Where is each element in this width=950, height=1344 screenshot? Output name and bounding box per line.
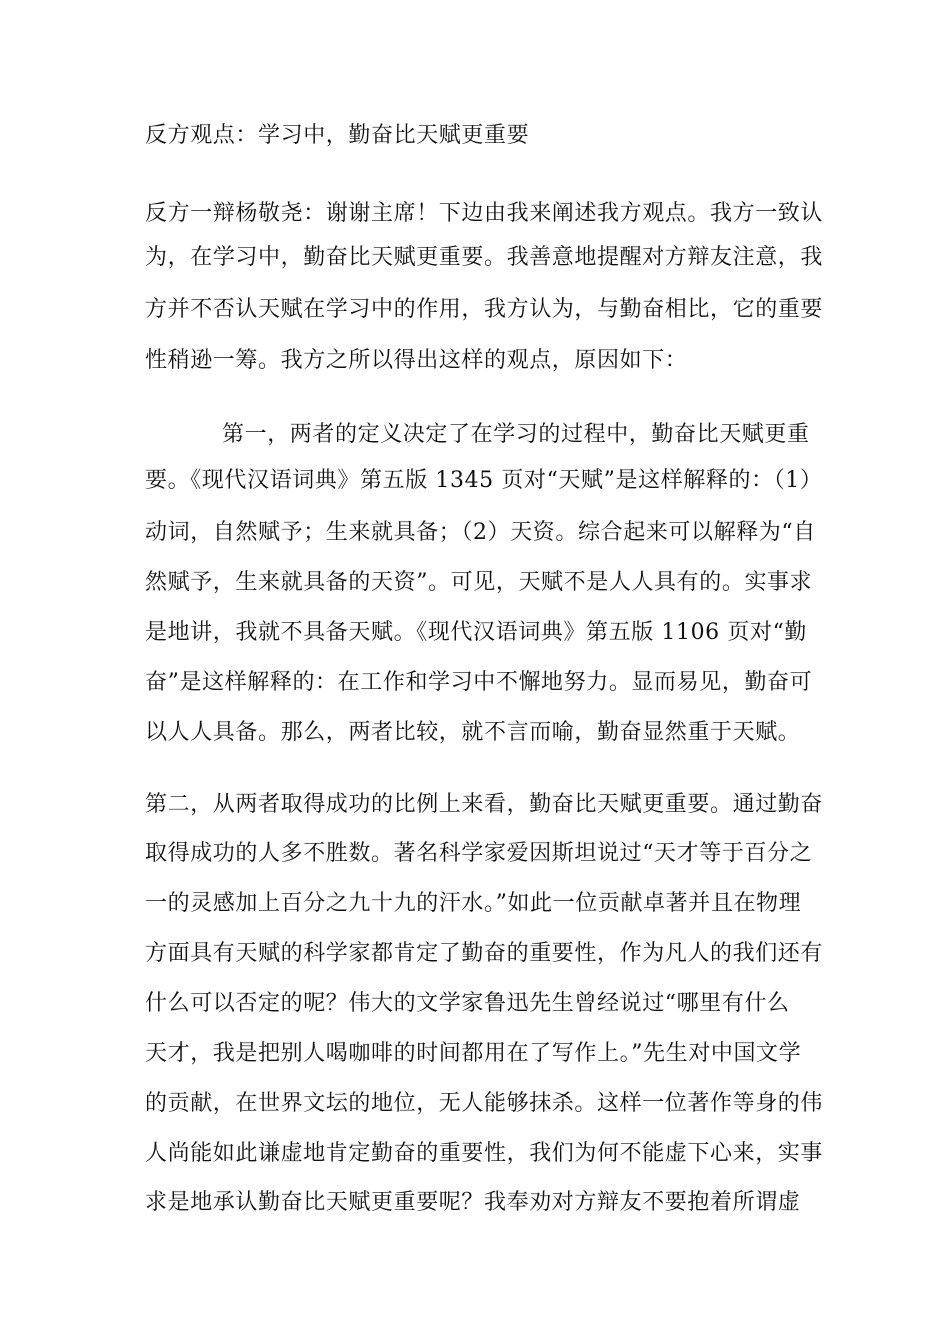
- paragraph-2-line-6: 奋”是这样解释的：在工作和学习中不懈地努力。显而易见，勤奋可: [145, 670, 813, 695]
- paragraph-3-line-5: 什么可以否定的呢？伟大的文学家鲁迅先生曾经说过“哪里有什么: [145, 991, 790, 1016]
- paragraph-3-line-6: 天才，我是把别人喝咖啡的时间都用在了写作上。”先生对中国文学: [145, 1041, 802, 1066]
- paragraph-3-line-8: 人尚能如此谦虚地肯定勤奋的重要性，我们为何不能虚下心来，实事: [145, 1141, 824, 1166]
- document-title: 反方观点：学习中，勤奋比天赋更重要: [145, 123, 530, 148]
- paragraph-1-line-3: 方并不否认天赋在学习中的作用，我方认为，与勤奋相比，它的重要: [145, 297, 824, 322]
- paragraph-3-line-9: 求是地承认勤奋比天赋更重要呢？我奉劝对方辩友不要抱着所谓虚: [145, 1190, 801, 1215]
- paragraph-2-line-3: 动词，自然赋予；生来就具备；（2）天资。综合起来可以解释为“自: [145, 520, 816, 545]
- paragraph-2-line-4: 然赋予，生来就具备的天资”。可见，天赋不是人人具有的。实事求: [145, 570, 813, 595]
- paragraph-1-line-1: 反方一辩杨敬尧：谢谢主席！下边由我来阐述我方观点。我方一致认: [145, 201, 824, 226]
- paragraph-2-line-5: 是地讲，我就不具备天赋。《现代汉语词典》第五版 1106 页对“勤: [145, 620, 808, 645]
- paragraph-3-line-1: 第二，从两者取得成功的比例上来看，勤奋比天赋更重要。通过勤奋: [145, 792, 824, 817]
- paragraph-3-line-3: 一的灵感加上百分之九十九的汗水。”如此一位贡献卓著并且在物理: [145, 891, 802, 916]
- paragraph-1-line-2: 为，在学习中，勤奋比天赋更重要。我善意地提醒对方辩友注意，我: [145, 245, 824, 270]
- paragraph-2-line-2: 要。《现代汉语词典》第五版 1345 页对“天赋”是这样解释的：（1）: [145, 468, 823, 493]
- paragraph-3-line-7: 的贡献，在世界文坛的地位，无人能够抹杀。这样一位著作等身的伟: [145, 1091, 824, 1116]
- paragraph-2-line-7: 以人人具备。那么，两者比较，就不言而喻，勤奋显然重于天赋。: [145, 720, 801, 745]
- paragraph-3-line-2: 取得成功的人多不胜数。著名科学家爱因斯坦说过“天才等于百分之: [145, 841, 813, 866]
- paragraph-2-line-1: 第一，两者的定义决定了在学习的过程中，勤奋比天赋更重: [222, 422, 810, 447]
- paragraph-1-line-4: 性稍逊一筹。我方之所以得出这样的观点，原因如下：: [145, 348, 688, 373]
- paragraph-3-line-4: 方面具有天赋的科学家都肯定了勤奋的重要性，作为凡人的我们还有: [145, 941, 824, 966]
